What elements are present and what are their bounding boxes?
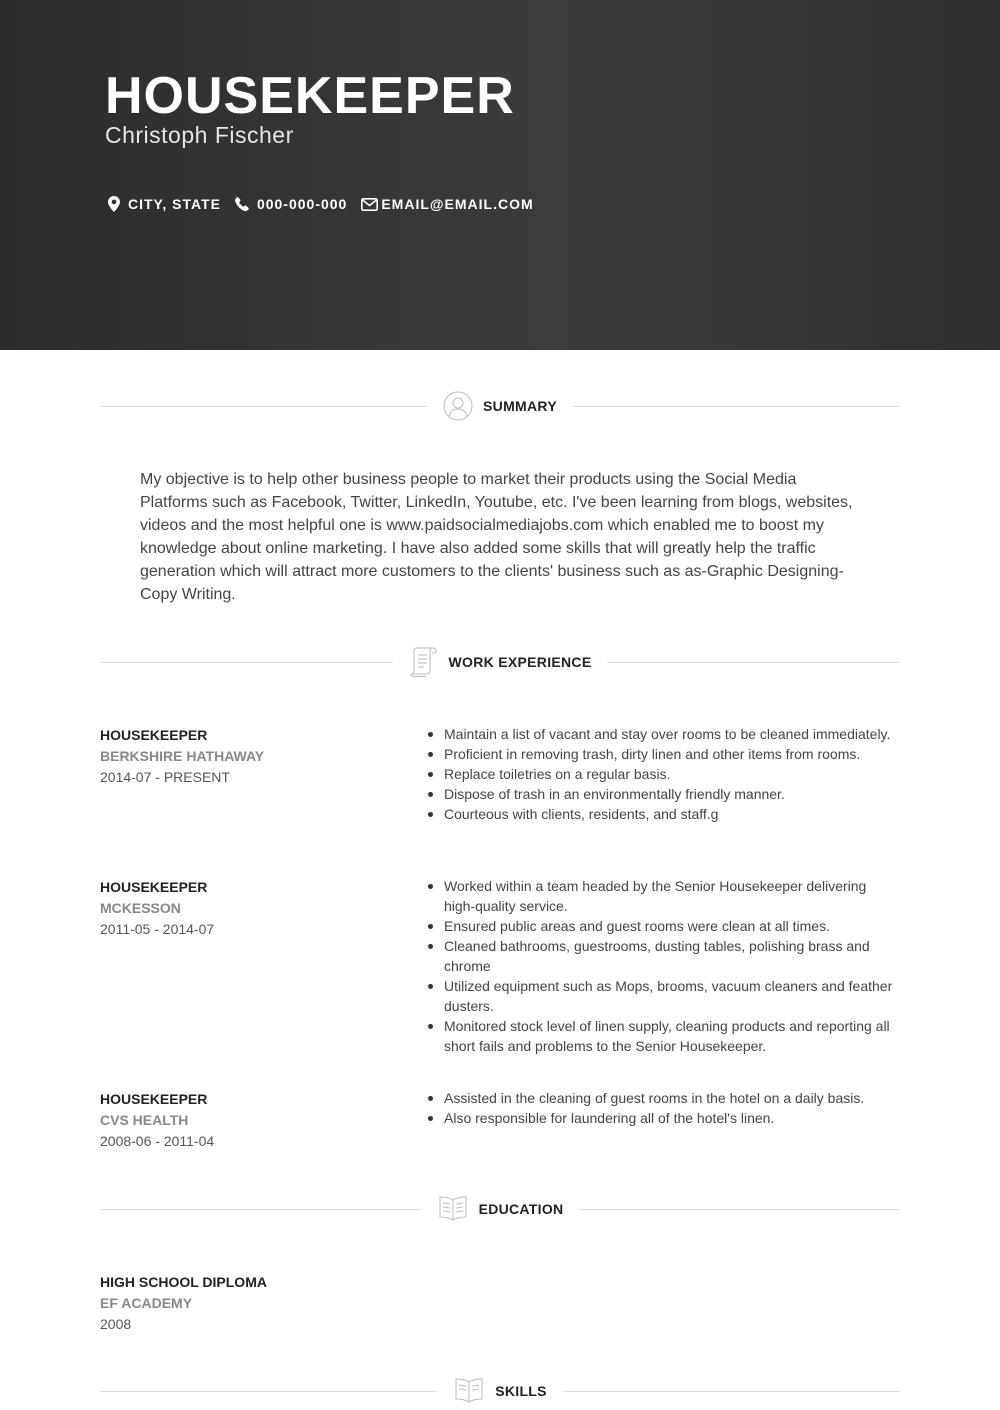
email-text: EMAIL@EMAIL.COM <box>381 196 534 212</box>
list-item: Proficient in removing trash, dirty linen and other items from rooms. <box>426 744 900 764</box>
job-title: HOUSEKEEPER <box>100 1091 208 1107</box>
book-icon <box>453 1377 485 1405</box>
book-icon <box>437 1195 469 1223</box>
list-item: Also responsible for laundering all of the hotel's linen. <box>426 1108 900 1128</box>
phone-icon <box>235 197 249 211</box>
contact-phone <box>235 196 347 212</box>
divider-line <box>100 406 427 407</box>
skills-heading: SKILLS <box>495 1383 547 1399</box>
divider-line <box>579 1209 900 1210</box>
school-name: EF ACADEMY <box>100 1295 193 1311</box>
map-pin-icon <box>108 196 120 212</box>
list-item: Worked within a team headed by the Senior Housekeeper delivering high-quality service. <box>426 876 900 916</box>
job-company: MCKESSON <box>100 900 181 916</box>
degree-title: HIGH SCHOOL DIPLOMA <box>100 1274 267 1290</box>
job-company: CVS HEALTH <box>100 1112 189 1128</box>
list-item: Ensured public areas and guest rooms were clean at all times. <box>426 916 900 936</box>
job-title: HOUSEKEEPER <box>100 727 208 743</box>
graduation-year: 2008 <box>100 1316 132 1332</box>
contact-location <box>108 196 221 212</box>
divider-line <box>573 406 900 407</box>
job-bullets <box>426 1088 900 1128</box>
job-dates: 2008-06 - 2011-04 <box>100 1133 215 1149</box>
divider-line <box>100 1209 421 1210</box>
skills-section-header <box>100 1371 900 1410</box>
resume-header <box>0 0 1000 350</box>
list-item: Maintain a list of vacant and stay over rooms to be cleaned immediately. <box>426 724 900 744</box>
location-text: CITY, STATE <box>128 196 221 212</box>
contact-row <box>108 196 548 212</box>
list-item: Courteous with clients, residents, and staff.g <box>426 804 900 824</box>
summary-section-header <box>100 386 900 426</box>
job-dates: 2011-05 - 2014-07 <box>100 921 215 937</box>
job-bullets <box>426 724 900 824</box>
phone-text: 000-000-000 <box>256 196 348 212</box>
summary-heading: SUMMARY <box>483 398 557 414</box>
user-icon <box>443 391 473 421</box>
list-item: Cleaned bathrooms, guestrooms, dusting tables, polishing brass and chrome <box>426 936 900 976</box>
education-section-header <box>100 1189 900 1229</box>
work-section-header <box>100 642 900 682</box>
list-item: Assisted in the cleaning of guest rooms in the hotel on a daily basis. <box>426 1088 900 1108</box>
divider-line <box>100 1391 437 1392</box>
job-dates: 2014-07 - PRESENT <box>100 769 230 785</box>
job-company: BERKSHIRE HATHAWAY <box>100 748 265 764</box>
divider-line <box>100 662 393 663</box>
work-heading: WORK EXPERIENCE <box>448 654 592 670</box>
list-item: Replace toiletries on a regular basis. <box>426 764 900 784</box>
scroll-icon <box>409 646 439 678</box>
list-item: Dispose of trash in an environmentally friendly manner. <box>426 784 900 804</box>
list-item: Monitored stock level of linen supply, cleaning products and reporting all short fails and problems to the Senior Housekeeper. <box>426 1016 900 1056</box>
education-heading: EDUCATION <box>478 1201 564 1217</box>
divider-line <box>563 1391 900 1392</box>
divider-line <box>607 662 900 663</box>
summary-paragraph: My objective is to help other business people to market their products using the Social Media Platforms such as Facebook, Twitter, LinkedIn, Youtube, etc. I've been learning from blogs, websites, videos and the most helpful one is www.paidsocialmediajobs.com which enabled me to boost my knowledge about online marketing. I have also added some skills that will greatly help the traffic generation which will attract more customers to the clients' business such as as-Graphic Designing-Copy Writing. <box>140 471 853 603</box>
list-item: Utilized equipment such as Mops, brooms, vacuum cleaners and feather dusters. <box>426 976 900 1016</box>
candidate-name: Christoph Fischer <box>105 122 294 148</box>
contact-email <box>361 196 533 212</box>
envelope-icon <box>361 198 378 211</box>
job-bullets <box>426 876 900 1056</box>
job-title-heading: HOUSEKEEPER <box>105 67 515 125</box>
job-title: HOUSEKEEPER <box>100 879 208 895</box>
